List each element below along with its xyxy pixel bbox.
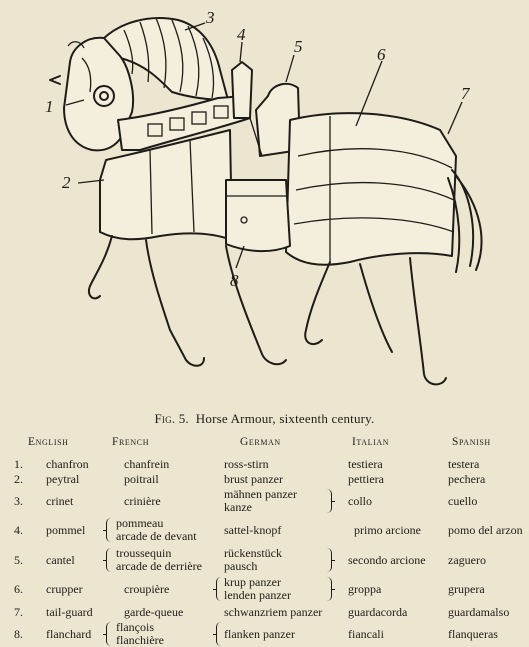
german-term: sattel-knopf [224,523,282,537]
header-italian: Italian [352,436,390,448]
callout-4: 4 [237,25,246,44]
header-spanish: Spanish [452,436,491,448]
brace [216,622,222,646]
german-term: krup panzer [224,575,281,589]
brace [106,548,112,572]
french-term: troussequin [116,546,172,560]
english-term: tail-guard [46,605,93,619]
spanish-term: flanqueras [448,627,498,641]
german-term-alt: lenden panzer [224,588,291,602]
english-term: cantel [46,553,75,567]
english-term: peytral [46,472,80,486]
callout-2: 2 [62,173,71,192]
french-term: croupière [124,582,170,596]
brace [326,548,332,572]
german-term-alt: kanze [224,500,252,514]
legs [89,236,446,384]
german-term: rückenstück [224,546,282,560]
french-term: garde-queue [124,605,184,619]
italian-term: groppa [348,582,382,596]
italian-term: fiancali [348,627,384,641]
row-number: 3. [14,494,23,508]
spanish-term: zaguero [448,553,486,567]
german-term: ross-stirn [224,457,269,471]
spanish-term: guardamalso [448,605,510,619]
french-term-alt: arcade de derrière [116,559,202,573]
german-term: schwanzriem panzer [224,605,323,619]
german-term: brust panzer [224,472,283,486]
row-number: 4. [14,523,23,537]
italian-term: guardacorda [348,605,408,619]
row-number: 8. [14,627,23,641]
header-french: French [112,436,150,448]
brace [326,489,332,513]
french-term-alt: flanchière [116,633,164,647]
french-term: crinière [124,494,161,508]
figure-caption [0,411,529,427]
french-term-alt: arcade de devant [116,529,197,543]
english-term: pommel [46,523,86,537]
german-term: flanken panzer [224,627,295,641]
english-term: flanchard [46,627,92,641]
figure-number: Fig. 5. [154,411,189,426]
spanish-term: pomo del arzon [448,523,523,537]
callout-1: 1 [45,97,54,116]
english-term: crupper [46,582,83,596]
french-term: flançois [116,620,154,634]
peytral [100,130,232,240]
french-term: chanfrein [124,457,170,471]
italian-term: testiera [348,457,383,471]
brace [326,577,332,601]
english-term: crinet [46,494,74,508]
italian-term: pettiera [348,472,384,486]
crupper [286,113,456,265]
spanish-term: testera [448,457,480,471]
callout-7: 7 [461,84,470,103]
spanish-term: pechera [448,472,486,486]
italian-term: collo [348,494,372,508]
row-number: 7. [14,605,23,619]
english-term: chanfron [46,457,89,471]
header-english: English [28,436,69,448]
callout-8: 8 [230,271,239,290]
spanish-term: grupera [448,582,485,596]
italian-term: secondo arcione [348,553,426,567]
header-german: German [240,436,281,448]
brace [106,622,112,646]
spanish-term: cuello [448,494,478,508]
brace [216,577,222,601]
figure-title: Horse Armour, sixteenth century. [195,411,375,426]
french-term: poitrail [124,472,159,486]
flanchard [226,180,290,251]
row-number: 2. [14,472,23,486]
brace [106,518,112,542]
row-number: 1. [14,457,23,471]
german-term-alt: pausch [224,559,258,573]
german-term: mähnen panzer [224,487,297,501]
row-number: 6. [14,582,23,596]
italian-term: primo arcione [354,523,421,537]
callout-6: 6 [377,45,386,64]
callout-5: 5 [294,37,303,56]
row-number: 5. [14,553,23,567]
callout-3: 3 [206,8,215,27]
french-term: pommeau [116,516,164,530]
